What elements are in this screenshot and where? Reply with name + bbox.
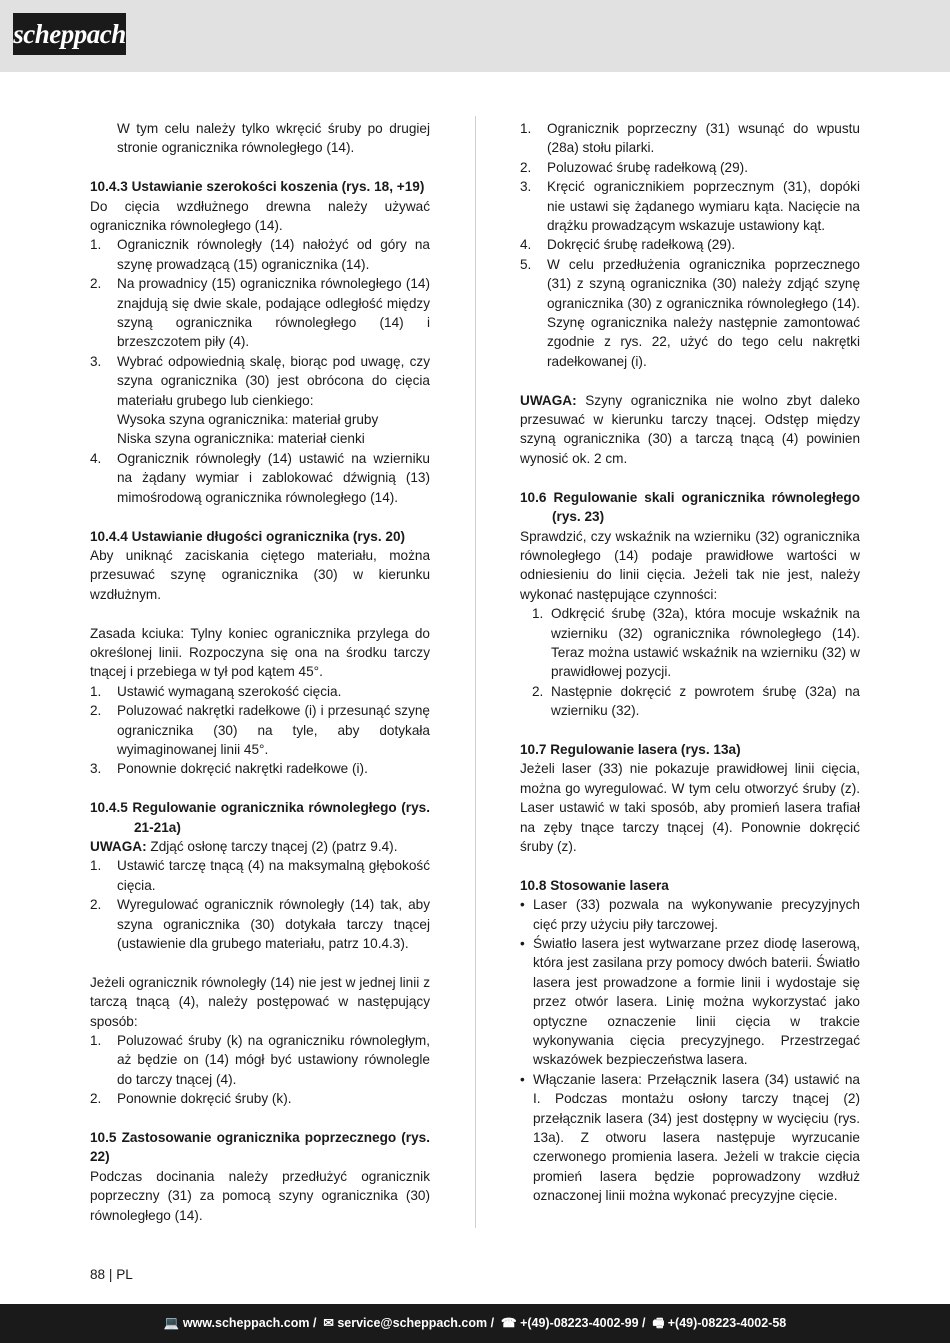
steps-10-4-5 (90, 856, 430, 953)
steps-10-4-4 (90, 682, 430, 779)
list-item: 2. Poluzować nakrętki radełkowe (i) i przesunąć szynę ogranicznika (30) na tyle, aby dotykała wyimaginowanej linii 45°. (90, 703, 430, 757)
page-footer (0, 1304, 950, 1343)
paragraph-10-4-4-a: Aby uniknąć zaciskania ciętego materiału, można przesuwać szynę ogranicznika (30) w kierunku wzdłużnym. (90, 547, 430, 602)
page-number: 88 | PL (90, 1267, 133, 1282)
fax-number: +(49)-08223-4002-58 (667, 1316, 787, 1330)
website-link[interactable]: www.scheppach.com / (182, 1316, 317, 1330)
page-header (0, 0, 950, 72)
steps-10-4-3 (90, 235, 430, 507)
list-item: 1. Ogranicznik równoległy (14) nałożyć od góry na szynę prowadzącą (15) ogranicznika (14). (90, 237, 430, 272)
bullets-10-8 (520, 895, 860, 1206)
paragraph-10-6: Sprawdzić, czy wskaźnik na wzierniku (32) ogranicznika równoległego (14) podaje prawidłowe wartości w odniesieniu do linii cięcia. Jeżeli tak nie jest, należy wykonać następujące czynności: (520, 528, 860, 602)
steps-10-6 (520, 604, 860, 720)
bullet-icon: • (520, 1071, 525, 1087)
list-item: • Włączanie lasera: Przełącznik lasera (34) ustawić na I. Podczas montażu osłony tarczy tnącej (2) przełącznik lasera (34) jest dostępny w wycięciu (rys. 13a). Z otworu lasera następuje wyrzucanie czerwonego promienia lasera. Jeżeli w trakcie cięcia promień lasera będzie poprowadzony wzdłuż oznaczonej linii można wykonać precyzyjne cięcie. (520, 1071, 860, 1204)
list-item: 3. Ponownie dokręcić nakrętki radełkowe (i). (90, 761, 368, 777)
column-divider (475, 116, 476, 1228)
list-item: 2. Na prowadnicy (15) ogranicznika równoległego (14) znajdują się dwie skale, podające odległość między szyną ogranicznika równoległego (14) i brzeszczotem piły (4). (90, 276, 430, 350)
bullet-icon: • (520, 897, 525, 913)
heading-10-8: 10.8 Stosowanie lasera (520, 877, 669, 893)
list-item: 2. Poluzować śrubę radełkową (29). (520, 159, 748, 175)
fax-icon: 🖷 (648, 1316, 668, 1330)
heading-10-7: 10.7 Regulowanie lasera (rys. 13a) (520, 741, 741, 757)
list-item: 2. Ponownie dokręcić śruby (k). (90, 1091, 292, 1107)
steps-10-4-5-b (90, 1031, 430, 1109)
bullet-icon: • (520, 936, 525, 951)
list-item: 1. Ustawić wymaganą szerokość cięcia. (90, 683, 342, 699)
steps-10-5 (520, 119, 860, 371)
list-item: • Światło lasera jest wytwarzane przez diodę laserową, która jest zasilana przy pomocy dwóch baterii. Światło lasera jest prowadzone a formie linii i wydostaje się przez otwór lasera. Linię można wykorzystać jako optyczne oznaczenie linii cięcia w trakcie wykonywania cięcia precyzyjnego. Przestrzegać wskazówek bezpieczeństwa lasera. (520, 936, 860, 1068)
heading-10-6: 10.6 Regulowanie skali ogranicznika równoległego (rys. 23) (520, 489, 860, 525)
list-item: 1. Ogranicznik poprzeczny (31) wsunąć do wpustu (28a) stołu pilarki. (520, 121, 860, 156)
email-link[interactable]: service@scheppach.com / (337, 1316, 495, 1330)
phone-icon: ☎ (497, 1316, 521, 1330)
computer-icon: 💻 (163, 1316, 183, 1330)
warning-10-5: UWAGA: Szyny ogranicznika nie wolno zbyt daleko przesuwać w kierunku tarczy tnącej. Odstęp między szyną ogranicznika (30) a tarczą tnącą (4) powinien wynosić ok. 2 cm. (520, 392, 860, 466)
right-column (520, 119, 860, 1206)
heading-10-5: 10.5 Zastosowanie ogranicznika poprzecznego (rys. 22) (90, 1130, 430, 1165)
list-item: • Laser (33) pozwala na wykonywanie precyzyjnych cięć przy użyciu piły tarczowej. (520, 897, 860, 932)
mail-icon: ✉ (319, 1316, 338, 1330)
paragraph-10-7: Jeżeli laser (33) nie pokazuje prawidłowej linii cięcia, można go wyregulować. W tym celu otworzyć śruby (z). Laser ustawić w taki sposób, aby promień lasera trafiał na zęby tnące tarczy tnącej (4). Ponownie dokręcić śruby (z). (520, 761, 860, 854)
list-item: 1. Odkręcić śrubę (32a), która mocuje wskaźnik na wzierniku (32) ogranicznika równoległego (14). Teraz można ustawić wskaźnik na wzierniku (32) w prawidłowej pozycji. (532, 606, 860, 680)
left-column (90, 119, 430, 1225)
list-item: 3. Wybrać odpowiednią skalę, biorąc pod uwagę, czy szyna ogranicznika (30) jest obrócona do cięcia materiału grubego lub cienkiego: Wysoka szyna ogranicznika: materiał gruby Niska szyna ogranicznika: materiał cienki (90, 353, 430, 447)
heading-10-4-5: 10.4.5 Regulowanie ogranicznika równoległego (rys. 21-21a) (90, 800, 430, 835)
list-item: 2. Następnie dokręcić z powrotem śrubę (32a) na wzierniku (32). (532, 683, 860, 719)
scheppach-logo: scheppach (13, 13, 126, 55)
list-item: 4. Dokręcić śrubę radełkową (29). (520, 237, 736, 253)
paragraph-10-5: Podczas docinania należy przedłużyć ogranicznik poprzeczny (31) za pomocą szyny ogranicznika (30) równoległego (14). (90, 1168, 430, 1223)
warning-10-4-5: UWAGA: Zdjąć osłonę tarczy tnącej (2) (patrz 9.4). (90, 838, 398, 854)
intro-paragraph: W tym celu należy tylko wkręcić śruby po drugiej stronie ogranicznika równoległego (14). (117, 121, 430, 156)
list-item: 3. Kręcić ogranicznikiem poprzecznym (31), dopóki nie ustawi się żądanego wymiaru kąta. Nacięcie na drążku prowadzącym wskazuje ustawiony kąt. (520, 179, 860, 234)
list-item: 1. Poluzować śruby (k) na ograniczniku równoległym, aż będzie on (14) mógł być ustawiony równolegle do tarczy tnącej (4). (90, 1033, 430, 1087)
heading-10-4-4: 10.4.4 Ustawianie długości ogranicznika (rys. 20) (90, 528, 406, 544)
paragraph-10-4-5: Jeżeli ogranicznik równoległy (14) nie jest w jednej linii z tarczą tnącą (4), należy postępować w następujący sposób: (90, 974, 430, 1029)
list-item: 5. W celu przedłużenia ogranicznika poprzecznego (31) z szyną ogranicznika (30) należy zdjąć szynę ogranicznika (30) z ogranicznika równoległego (14). Szynę ogranicznika należy następnie zamontować zgodnie z rys. 22, użyć do tego celu nakrętki radełkowanej (i). (520, 256, 860, 369)
phone-number: +(49)-08223-4002-99 / (520, 1316, 646, 1330)
paragraph-10-4-3: Do cięcia wzdłużnego drewna należy używać ogranicznika równoległego (14). (90, 198, 430, 234)
list-item: 2. Wyregulować ogranicznik równoległy (14) tak, aby szyna ogranicznika (30) dotykała tarczy tnącej (ustawienie dla grubego materiału, patrz 10.4.3). (90, 897, 430, 951)
paragraph-10-4-4-b: Zasada kciuka: Tylny koniec ogranicznika przylega do określonej linii. Rozpoczyna się ona na środku tarczy tnącej i przebiega w tył pod kątem 45°. (90, 625, 430, 680)
list-item: 4. Ogranicznik równoległy (14) ustawić na wzierniku na żądany wymiar i zablokować dźwignią (13) mimośrodową ogranicznika równoległego (14). (90, 450, 430, 505)
list-item: 1. Ustawić tarczę tnącą (4) na maksymalną głębokość cięcia. (90, 858, 430, 893)
heading-10-4-3: 10.4.3 Ustawianie szerokości koszenia (rys. 18, +19) (90, 179, 425, 195)
